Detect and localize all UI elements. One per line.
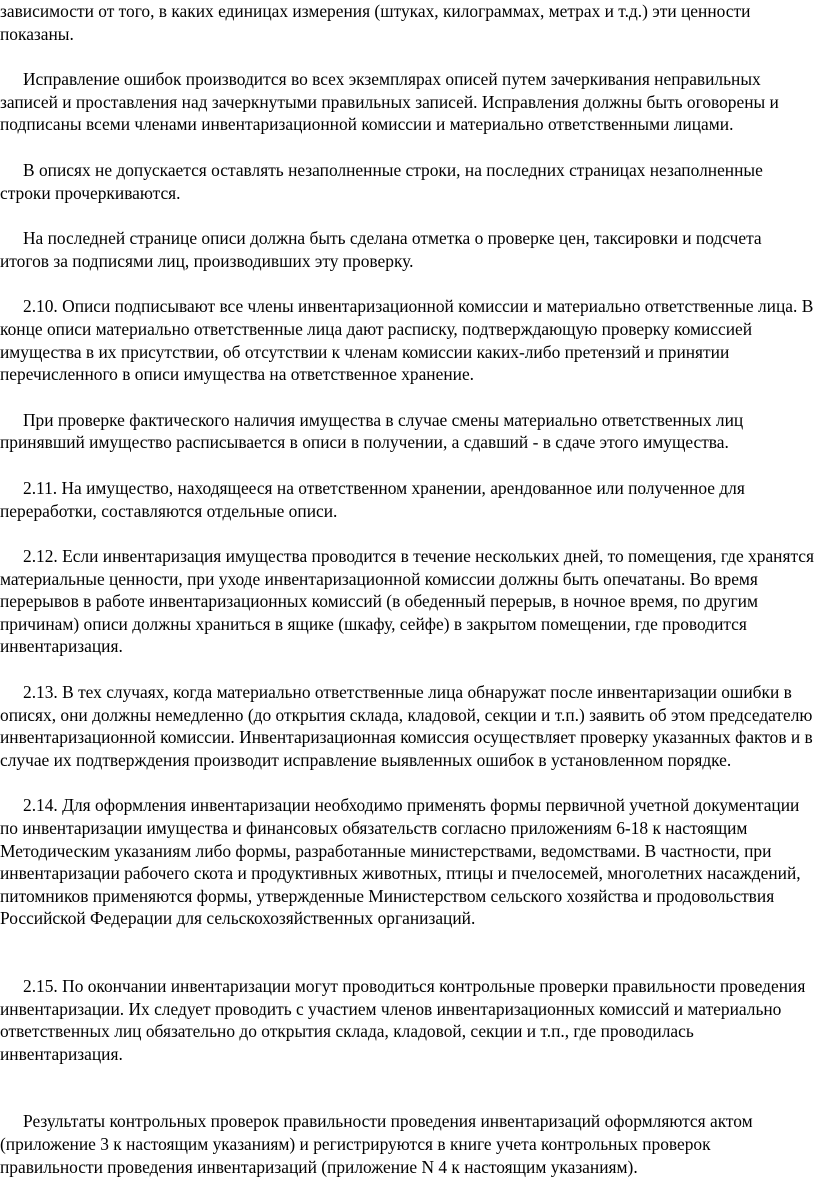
paragraph-gap [0, 272, 814, 295]
paragraph-gap [0, 930, 814, 975]
paragraph-gap [0, 522, 814, 545]
paragraph-last-page-mark: На последней странице описи должна быть сделана отметка о проверке цен, таксировки и подсчета итогов за подписями лиц, производивших эту проверку. [0, 228, 762, 271]
paragraph-section-2-14: 2.14. Для оформления инвентаризации необходимо применять формы первичной учетной документации по инвентаризации имущества и финансовых обязательств согласно приложениям 6-18 к настоящим Методическим указаниям либо формы, разработанные министерствами, ведомствами. В частности, при инвентаризации рабочего скота и продуктивных животных, птицы и пчелосемей, многолетних насаждений, питомников применяются формы, утвержденные Министерством сельского хозяйства и продовольствия Российской Федерации для сельскохозяйственных организаций. [0, 795, 801, 929]
paragraph-custody-change: При проверке фактического наличия имущества в случае смены материально ответственных лиц принявший имущество расписывается в описи в получении, а сдавший - в сдаче этого имущества. [0, 409, 744, 453]
paragraph-gap [0, 454, 814, 477]
paragraph-gap [0, 45, 814, 68]
paragraph-gap [0, 771, 814, 794]
paragraph-section-2-12: 2.12. Если инвентаризация имущества проводится в течение нескольких дней, то помещения, где хранятся материальные ценности, при уходе инвентаризационной комиссии должны быть опечатаны. Во время перерывов в работе инвентаризационных комиссий (в обеденный перерыв, в ночное время, по другим причинам) описи должны храниться в ящике (шкафу, сейфе) в закрытом помещении, где проводится инвентаризация. [0, 546, 815, 657]
paragraph-corrections: Исправление ошибок производится во всех экземплярах описей путем зачеркивания неправильных записей и проставления над зачеркнутыми правильных записей. Исправления должны быть оговорены и подписаны всеми членами инвентаризационной комиссии и материально ответственными лицами. [0, 69, 779, 135]
paragraph-section-2-15: 2.15. По окончании инвентаризации могут проводиться контрольные проверки правильности проведения инвентаризации. Их следует проводить с участием членов инвентаризационных комиссий и материально ответственных лиц обязательно до открытия склада, кладовой, секции и т.п., где проводилась инвентаризация. [0, 976, 806, 1064]
paragraph-gap [0, 204, 814, 227]
paragraph-gap [0, 1065, 814, 1110]
paragraph-gap [0, 386, 814, 409]
paragraph-control-results: Результаты контрольных проверок правильности проведения инвентаризаций оформляются актом (приложение 3 к настоящим указаниям) и регистрируются в книге учета контрольных проверок правильности проведения инвентаризаций (приложение N 4 к настоящим указаниям). [0, 1111, 753, 1177]
paragraph-gap [0, 658, 814, 681]
paragraph-empty-lines: В описях не допускается оставлять незаполненные строки, на последних страницах незаполненные строки прочеркиваются. [0, 159, 763, 203]
paragraph-section-2-10: 2.10. Описи подписывают все члены инвентаризационной комиссии и материально ответственные лица. В конце описи материально ответственные лица дают расписку, подтверждающую проверку комиссией имущества в их присутствии, об отсутствии к членам комиссии каких-либо претензий и принятии перечисленного в описи имущества на ответственное хранение. [0, 296, 814, 385]
paragraph-continuation: зависимости от того, в каких единицах измерения (штуках, килограммах, метрах и т.д.) эти ценности показаны. [0, 1, 751, 44]
paragraph-section-2-13: 2.13. В тех случаях, когда материально ответственные лица обнаружат после инвентаризации ошибки в описях, они должны немедленно (до открытия склада, кладовой, секции и т.п.) заявить об этом председателю инвентаризационной комиссии. Инвентаризационная комиссия осуществляет проверку указанных фактов и в случае их подтверждения производит исправление выявленных ошибок в установленном порядке. [0, 682, 813, 770]
paragraph-section-2-11: 2.11. На имущество, находящееся на ответственном хранении, арендованное или полученное для переработки, составляются отдельные описи. [0, 477, 745, 521]
paragraph-gap [0, 136, 814, 159]
